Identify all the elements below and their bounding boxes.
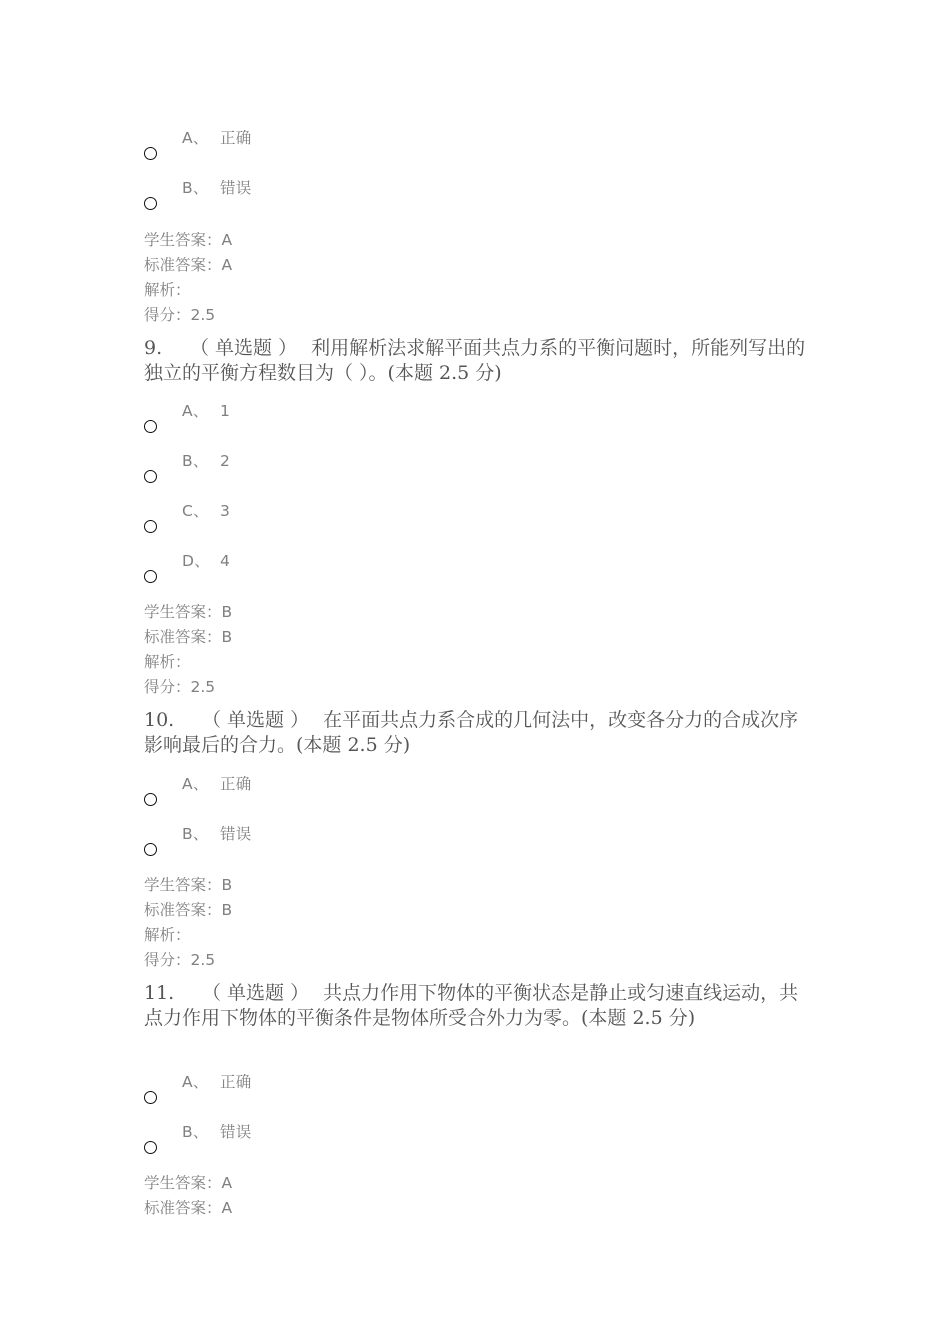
option-b-radio[interactable] xyxy=(144,1141,157,1154)
option-b-label: B、 错误 xyxy=(182,1123,252,1141)
option-b-label: B、 错误 xyxy=(182,179,252,197)
option-d-label: D、 4 xyxy=(182,552,231,570)
student-answer: 学生答案：B xyxy=(144,603,233,621)
question-10-title: 10. （ 单选题 ） 在平面共点力系合成的几何法中，改变各分力的合成次序影响最后的合力。(本题 2.5 分) xyxy=(144,709,799,756)
standard-answer: 标准答案：A xyxy=(144,256,233,274)
option-a-radio[interactable] xyxy=(144,147,157,160)
score: 得分：2.5 xyxy=(144,306,216,324)
option-c-radio[interactable] xyxy=(144,520,157,533)
score: 得分：2.5 xyxy=(144,678,216,696)
analysis: 解析： xyxy=(144,926,191,944)
standard-answer: 标准答案：A xyxy=(144,1199,233,1217)
student-answer: 学生答案：A xyxy=(144,231,233,249)
option-a-label: A、 正确 xyxy=(182,129,252,147)
analysis: 解析： xyxy=(144,653,191,671)
option-b-label: B、 2 xyxy=(182,452,231,470)
option-a-radio[interactable] xyxy=(144,1091,157,1104)
standard-answer: 标准答案：B xyxy=(144,628,233,646)
option-c-label: C、 3 xyxy=(182,502,231,520)
student-answer: 学生答案：B xyxy=(144,876,233,894)
option-b-radio[interactable] xyxy=(144,470,157,483)
student-answer: 学生答案：A xyxy=(144,1174,233,1192)
analysis: 解析： xyxy=(144,281,191,299)
option-b-radio[interactable] xyxy=(144,197,157,210)
option-a-label: A、 1 xyxy=(182,402,231,420)
option-d-radio[interactable] xyxy=(144,570,157,583)
option-a-label: A、 正确 xyxy=(182,1073,252,1091)
option-a-label: A、 正确 xyxy=(182,775,252,793)
option-b-radio[interactable] xyxy=(144,843,157,856)
option-a-radio[interactable] xyxy=(144,793,157,806)
option-b-label: B、 错误 xyxy=(182,825,252,843)
standard-answer: 标准答案：B xyxy=(144,901,233,919)
score: 得分：2.5 xyxy=(144,951,216,969)
question-11-title: 11. （ 单选题 ） 共点力作用下物体的平衡状态是静止或匀速直线运动，共点力作用下物体的平衡条件是物体所受合外力为零。(本题 2.5 分) xyxy=(144,982,799,1029)
question-9-title: 9. （ 单选题 ） 利用解析法求解平面共点力系的平衡问题时，所能列写出的独立的平衡方程数目为（ ）。(本题 2.5 分) xyxy=(144,337,806,384)
option-a-radio[interactable] xyxy=(144,420,157,433)
